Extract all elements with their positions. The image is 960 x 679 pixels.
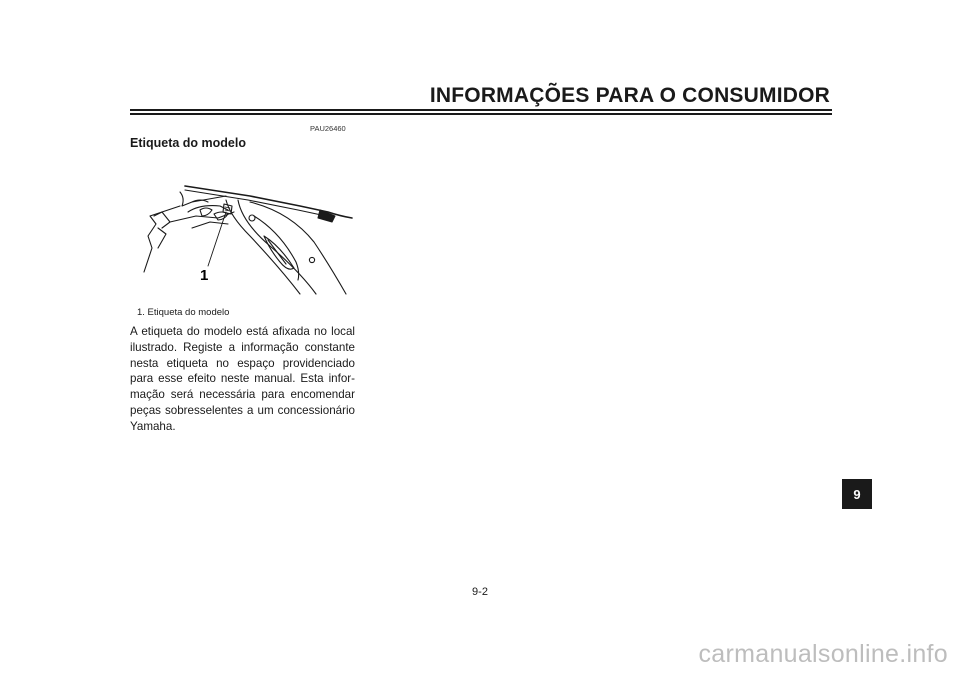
page-header-title: INFORMAÇÕES PARA O CONSUMIDOR (429, 84, 830, 107)
illustration-caption: 1. Etiqueta do modelo (137, 307, 230, 318)
section-code: PAU26460 (310, 124, 346, 133)
header-rule-top (130, 109, 832, 111)
chapter-tab[interactable]: 9 (842, 479, 872, 509)
model-label-illustration (130, 176, 355, 300)
motorcycle-rear-frame-drawing (144, 186, 352, 294)
section-body-text: A etiqueta do modelo está afixada no local ilustrado. Registe a informação constante nesta etiqueta no espaço providenciado para esse efeito neste manual. Esta infor-mação será necessária para encomendar peças sobresselentes a um concessionário Yamaha. (130, 325, 355, 433)
header-rule-bottom (130, 113, 832, 115)
watermark: carmanualsonline.info (698, 640, 948, 668)
section-title: Etiqueta do modelo (130, 136, 246, 150)
page-number: 9-2 (472, 586, 488, 598)
illustration-callout-number: 1 (200, 267, 209, 284)
